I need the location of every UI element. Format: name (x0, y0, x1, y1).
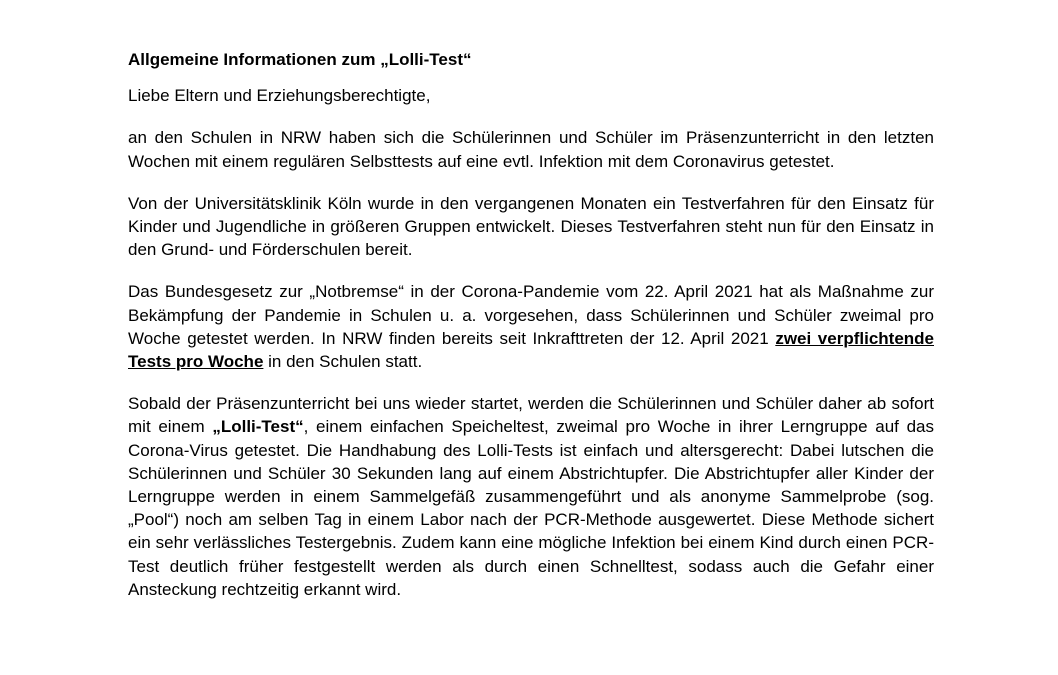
paragraph-federal-law-text-2: in den Schulen statt. (263, 352, 423, 372)
paragraph-federal-law (128, 280, 934, 373)
paragraph-intro: an den Schulen in NRW haben sich die Schülerinnen und Schüler im Präsenzunterricht in den letzten Wochen mit einem regulären Selbsttests auf eine evtl. Infektion mit dem Coronavirus getestet. (128, 128, 934, 171)
salutation: Liebe Eltern und Erziehungsberechtigte, (128, 86, 431, 106)
document-title: Allgemeine Informationen zum „Lolli-Test“ (128, 50, 472, 69)
emphasis-lolli-test: „Lolli-Test“ (212, 417, 304, 437)
paragraph-test-procedure: Von der Universitätsklinik Köln wurde in den vergangenen Monaten ein Testverfahren für den Einsatz für Kinder und Jugendliche in größeren Gruppen entwickelt. Dieses Testverfahren steht nun für den Einsatz in den Grund- und Förderschulen bereit. (128, 193, 934, 260)
emphasis-two-mandatory-tests: zwei verpflichtende Tests pro Woche (128, 328, 934, 372)
document-page (128, 48, 934, 620)
paragraph-lolli-test-text-1: Sobald der Präsenzunterricht bei uns wieder startet, werden die Schülerinnen und Schüler daher ab sofort mit einem (128, 394, 934, 437)
paragraph-federal-law-text-1: Das Bundesgesetz zur „Notbremse“ in der Corona-Pandemie vom 22. April 2021 hat als Maßnahme zur Bekämpfung der Pandemie in Schulen u. a. vorgesehen, dass Schülerinnen und Schüler zweimal pro Woche getestet werden. In NRW finden bereits seit Inkrafttreten der 12. April 2021 (128, 282, 934, 348)
paragraph-lolli-test-text-2: , einem einfachen Speicheltest, zweimal pro Woche in ihrer Lerngruppe auf das Corona-Virus getestet. Die Handhabung des Lolli-Tests ist einfach und altersgerecht: Dabei lutschen die Schülerinnen und Schüler 30 Sekunden lang auf einem Abstrichtupfer. Die Abstrichtupfer aller Kinder der Lerngruppe werden in einem Sammelgefäß zusammengeführt und als anonyme Sammelprobe (sog. „Pool“) noch am selben Tag in einem Labor nach der PCR-Methode ausgewertet. Diese Methode sichert ein sehr verlässliches Testergebnis. Zudem kann eine mögliche Infektion bei einem Kind durch einen PCR-Test deutlich früher festgestellt werden als durch einen Schnelltest, sodass auch die Gefahr einer Ansteckung rechtzeitig erkannt wird. (128, 417, 934, 599)
paragraph-lolli-test-details (128, 392, 934, 601)
